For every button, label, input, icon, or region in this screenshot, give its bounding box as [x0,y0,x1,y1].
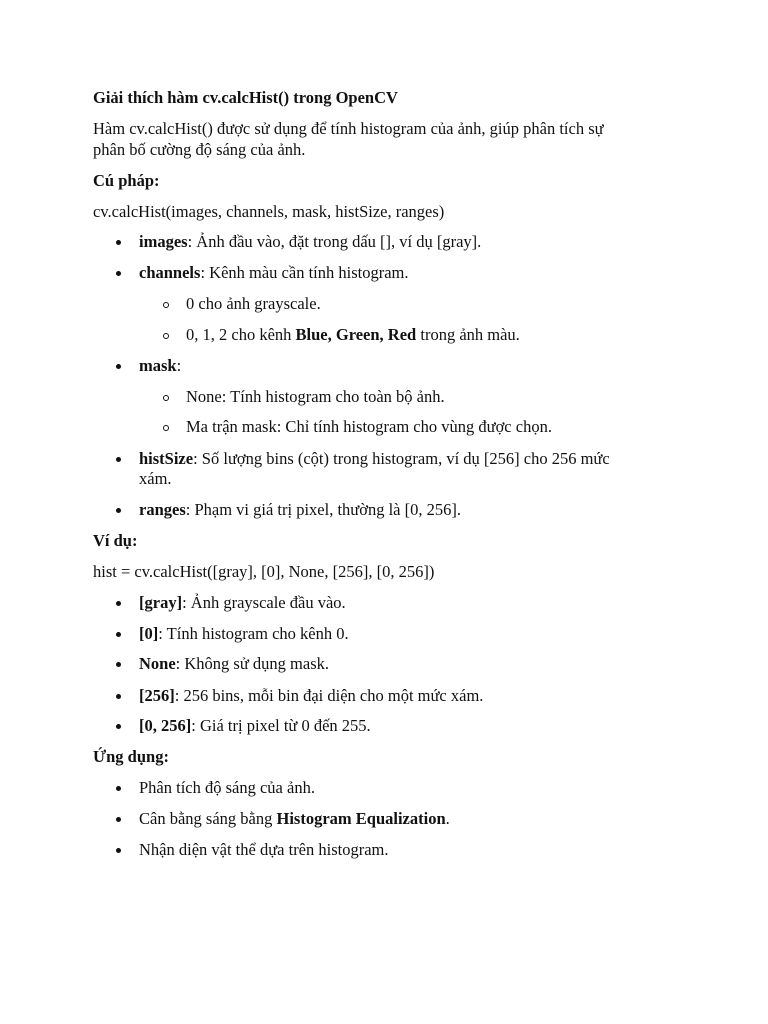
param-desc: : Số lượng bins (cột) trong histogram, ví dụ [256] cho 256 mức [193,449,610,468]
channels-sub-2-pre: 0, 1, 2 cho kênh [186,325,296,344]
param-desc: : [176,356,182,375]
param-desc: : Phạm vi giá trị pixel, thường là [0, 256]. [185,500,461,519]
param-ranges [139,499,461,520]
param-term: ranges [139,500,186,519]
param-histsize-cont: xám. [139,469,172,488]
application-item-2-bold: Histogram Equalization [276,809,446,828]
mask-sub-1: None: Tính histogram cho toàn bộ ảnh. [186,387,445,406]
param-images [139,231,481,252]
application-item-2 [139,808,450,829]
channels-sub-2-bold: Blue, Green, Red [295,325,417,344]
sub-bullet-icon [163,425,169,431]
bullet-icon [116,364,121,369]
sub-bullet-icon [163,302,169,308]
param-term: mask [139,356,177,375]
param-term: images [139,232,188,251]
example-item [139,592,346,613]
bullet-icon [116,694,121,699]
example-term: [0] [139,624,159,643]
example-term: [256] [139,686,175,705]
example-term: [0, 256] [139,716,192,735]
channels-sub-1: 0 cho ảnh grayscale. [186,294,321,313]
example-code: hist = cv.calcHist([gray], [0], None, [256], [0, 256]) [93,562,435,581]
example-desc: : Ảnh grayscale đầu vào. [182,593,346,612]
bullet-icon [116,508,121,513]
bullet-icon [116,457,121,462]
sub-bullet-icon [163,333,169,339]
example-item [139,715,371,736]
example-desc: : Giá trị pixel từ 0 đến 255. [191,716,371,735]
application-item-3: Nhận diện vật thể dựa trên histogram. [139,840,389,859]
syntax-heading: Cú pháp: [93,171,160,190]
intro-line-1: Hàm cv.calcHist() được sử dụng để tính histogram của ảnh, giúp phân tích sự [93,119,604,138]
example-desc: : Tính histogram cho kênh 0. [158,624,349,643]
bullet-icon [116,240,121,245]
bullet-icon [116,632,121,637]
channels-sub-2 [186,324,520,345]
intro-line-2: phân bố cường độ sáng của ảnh. [93,140,306,159]
application-item-2-post: . [445,809,450,828]
application-item-1: Phân tích độ sáng của ảnh. [139,778,315,797]
example-term: None [139,654,176,673]
bullet-icon [116,662,121,667]
channels-sub-2-post: trong ảnh màu. [416,325,520,344]
bullet-icon [116,601,121,606]
application-item-2-pre: Cân bằng sáng bằng [139,809,277,828]
param-mask [139,355,181,376]
param-desc: : Kênh màu cần tính histogram. [200,263,409,282]
param-histsize [139,448,610,469]
example-heading: Ví dụ: [93,531,138,550]
example-term: [gray] [139,593,183,612]
mask-sub-2: Ma trận mask: Chỉ tính histogram cho vùng được chọn. [186,417,552,436]
sub-bullet-icon [163,395,169,401]
example-item [139,653,329,674]
bullet-icon [116,786,121,791]
param-channels [139,262,408,283]
syntax-code: cv.calcHist(images, channels, mask, histSize, ranges) [93,202,445,221]
param-term: histSize [139,449,194,468]
applications-heading: Ứng dụng: [93,747,169,766]
param-term: channels [139,263,201,282]
document-title: Giải thích hàm cv.calcHist() trong OpenCV [93,88,398,107]
bullet-icon [116,724,121,729]
bullet-icon [116,848,121,853]
example-desc: : 256 bins, mỗi bin đại diện cho một mức xám. [174,686,484,705]
example-item [139,685,483,706]
param-desc: : Ảnh đầu vào, đặt trong dấu [], ví dụ [gray]. [187,232,482,251]
bullet-icon [116,271,121,276]
example-item [139,623,349,644]
bullet-icon [116,817,121,822]
example-desc: : Không sử dụng mask. [175,654,329,673]
